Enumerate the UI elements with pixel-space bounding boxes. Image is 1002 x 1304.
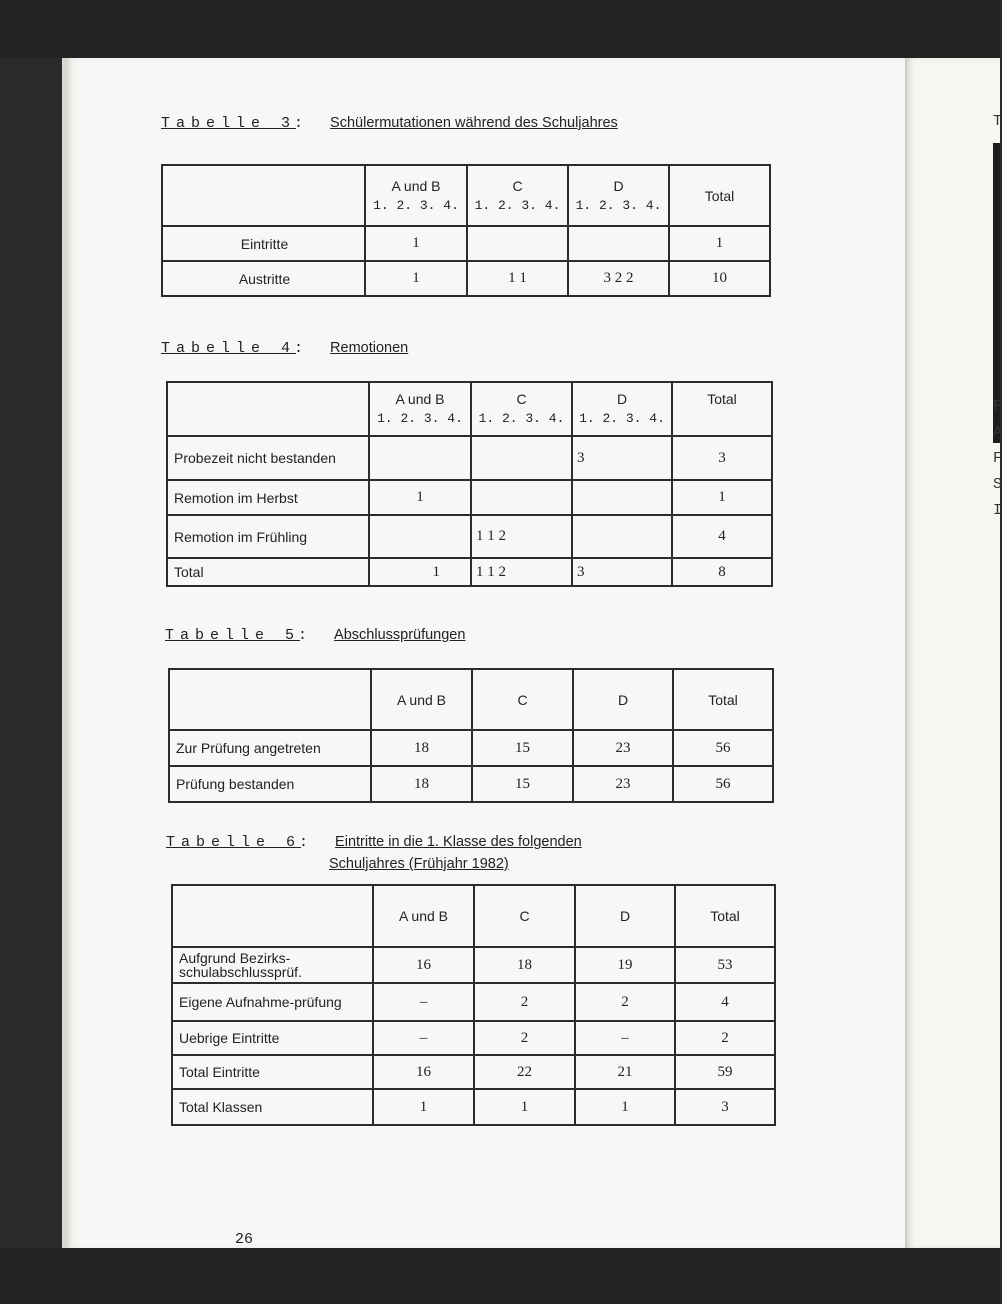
facing-page-edge [905, 58, 1000, 1248]
table-row [167, 515, 772, 558]
cell-c: 1 1 [467, 261, 568, 296]
cell-c: 1 1 2 [471, 558, 572, 586]
table-4 [166, 381, 773, 587]
facing-page-letter: F [993, 398, 1002, 415]
table-row [167, 480, 772, 515]
table-4-header-d: D 1. 2. 3. 4. [572, 382, 672, 436]
table-5-title: Abschlussprüfungen [334, 627, 466, 643]
table-4-title: Remotionen [330, 340, 409, 356]
row-label: Austritte [162, 261, 365, 296]
cell-total: 56 [673, 730, 773, 766]
table-4-header-ab: A und B 1. 2. 3. 4. [369, 382, 471, 436]
cell-c: 2 [474, 1021, 575, 1055]
table-row [162, 226, 770, 261]
row-label: Aufgrund Bezirks-schulabschlussprüf. [172, 947, 373, 983]
cell-ab: – [373, 1021, 474, 1055]
cell-d: 23 [573, 730, 673, 766]
table-5-header-d: D [573, 669, 673, 730]
table-4-label: Tabelle 4 [161, 340, 297, 357]
row-label: Probezeit nicht bestanden [167, 436, 369, 480]
row-label: Remotion im Frühling [167, 515, 369, 558]
row-label: Total Eintritte [172, 1055, 373, 1089]
table-3-corner [162, 165, 365, 226]
row-label: Prüfung bestanden [169, 766, 371, 802]
table-6-label: Tabelle 6 [166, 834, 302, 851]
document-page [62, 58, 908, 1248]
cell-total: 4 [675, 983, 775, 1021]
table-4-header-c: C 1. 2. 3. 4. [471, 382, 572, 436]
cell-c: 1 1 2 [471, 515, 572, 558]
cell-ab: 18 [371, 766, 472, 802]
table-5 [168, 668, 774, 803]
table-6-caption: Tabelle 6: Eintritte in die 1. Klasse des folgenden [166, 834, 582, 851]
cell-d: 2 [575, 983, 675, 1021]
cell-d [572, 480, 672, 515]
cell-ab: 16 [373, 947, 474, 983]
cell-d [572, 515, 672, 558]
table-5-header-ab: A und B [371, 669, 472, 730]
table-row [167, 436, 772, 480]
table-6-header-d: D [575, 885, 675, 947]
table-row [172, 1089, 775, 1125]
table-6-header-total: Total [675, 885, 775, 947]
cell-ab: 1 [365, 261, 467, 296]
cell-c: 2 [474, 983, 575, 1021]
table-row [172, 983, 775, 1021]
table-5-caption: Tabelle 5: Abschlussprüfungen [165, 627, 466, 644]
table-5-header-total: Total [673, 669, 773, 730]
cell-ab: 1 [365, 226, 467, 261]
row-label: Eintritte [162, 226, 365, 261]
row-label: Total Klassen [172, 1089, 373, 1125]
cell-d [568, 226, 669, 261]
table-5-header-c: C [472, 669, 573, 730]
table-3-header-d: D 1. 2. 3. 4. [568, 165, 669, 226]
cell-c: 15 [472, 730, 573, 766]
cell-total: 10 [669, 261, 770, 296]
facing-page-letter: F [993, 450, 1002, 467]
cell-c [467, 226, 568, 261]
cell-c: 1 [474, 1089, 575, 1125]
table-4-corner [167, 382, 369, 436]
table-row [162, 261, 770, 296]
scan-top-background [0, 0, 1000, 58]
table-3 [161, 164, 771, 297]
cell-d: 3 2 2 [568, 261, 669, 296]
facing-page-letter: I [993, 502, 1002, 519]
cell-total: 59 [675, 1055, 775, 1089]
cell-total: 3 [675, 1089, 775, 1125]
cell-total: 3 [672, 436, 772, 480]
row-label: Uebrige Eintritte [172, 1021, 373, 1055]
table-6-corner [172, 885, 373, 947]
cell-d: 1 [575, 1089, 675, 1125]
table-3-header-total: Total [669, 165, 770, 226]
table-5-label: Tabelle 5 [165, 627, 301, 644]
page-number: 26 [235, 1231, 254, 1248]
table-row [172, 947, 775, 983]
row-label: Zur Prüfung angetreten [169, 730, 371, 766]
scan-bottom-background [0, 1248, 1000, 1304]
cell-total: 56 [673, 766, 773, 802]
cell-d: 19 [575, 947, 675, 983]
cell-c: 22 [474, 1055, 575, 1089]
cell-total: 4 [672, 515, 772, 558]
facing-page-letter: T [993, 113, 1002, 130]
table-3-header-ab: A und B 1. 2. 3. 4. [365, 165, 467, 226]
cell-d: 3 [572, 436, 672, 480]
cell-ab: 16 [373, 1055, 474, 1089]
table-6 [171, 884, 776, 1126]
table-6-title-line2: Schuljahres (Frühjahr 1982) [329, 856, 509, 872]
table-row [169, 766, 773, 802]
cell-ab: 1 [369, 558, 471, 586]
table-row [172, 1021, 775, 1055]
cell-total: 2 [675, 1021, 775, 1055]
table-3-title: Schülermutationen während des Schuljahres [330, 115, 618, 131]
cell-c: 18 [474, 947, 575, 983]
table-row [167, 558, 772, 586]
cell-d: – [575, 1021, 675, 1055]
cell-total: 8 [672, 558, 772, 586]
cell-d: 21 [575, 1055, 675, 1089]
row-label: Total [167, 558, 369, 586]
table-row [172, 1055, 775, 1089]
table-4-header-total: Total [672, 382, 772, 436]
cell-total: 1 [669, 226, 770, 261]
table-3-label: Tabelle 3 [161, 115, 297, 132]
cell-ab [369, 515, 471, 558]
cell-ab: 1 [369, 480, 471, 515]
table-3-header-c: C 1. 2. 3. 4. [467, 165, 568, 226]
table-row [169, 730, 773, 766]
row-label: Eigene Aufnahme-prüfung [172, 983, 373, 1021]
cell-c: 15 [472, 766, 573, 802]
cell-ab [369, 436, 471, 480]
cell-c [471, 436, 572, 480]
table-6-header-ab: A und B [373, 885, 474, 947]
cell-ab: – [373, 983, 474, 1021]
cell-total: 1 [672, 480, 772, 515]
row-label: Remotion im Herbst [167, 480, 369, 515]
facing-page-letter: S [993, 476, 1002, 493]
cell-d: 23 [573, 766, 673, 802]
cell-d: 3 [572, 558, 672, 586]
cell-ab: 1 [373, 1089, 474, 1125]
cell-c [471, 480, 572, 515]
table-3-caption: Tabelle 3: Schülermutationen während des Schuljahres [161, 115, 618, 132]
table-5-corner [169, 669, 371, 730]
table-4-caption: Tabelle 4: Remotionen [161, 340, 409, 357]
table-6-title-line1: Eintritte in die 1. Klasse des folgenden [335, 834, 582, 850]
table-6-caption-line2 [329, 856, 509, 872]
facing-page-letter: A [993, 424, 1002, 441]
cell-ab: 18 [371, 730, 472, 766]
cell-total: 53 [675, 947, 775, 983]
table-6-header-c: C [474, 885, 575, 947]
